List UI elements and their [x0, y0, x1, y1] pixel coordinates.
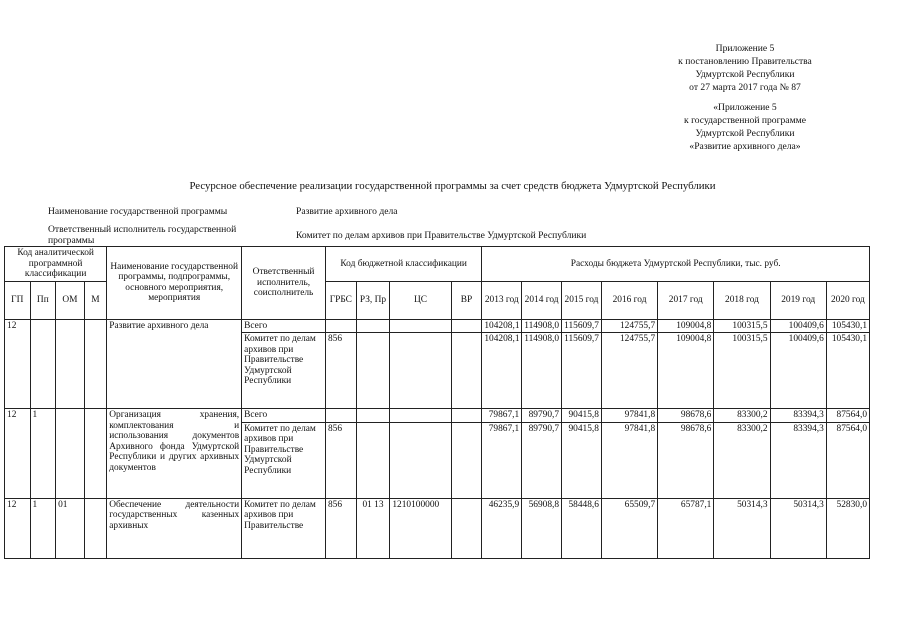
- cell-pp: [30, 319, 56, 409]
- header-year: 2020 год: [826, 281, 869, 319]
- cell-pp: 1: [30, 409, 56, 499]
- cell-value: 89790,7: [522, 422, 562, 498]
- appendix-line: Удмуртской Республики: [695, 69, 795, 80]
- header-executor: Ответственный исполнитель, соисполнитель: [242, 247, 326, 320]
- cell-value: 109004,8: [658, 333, 714, 409]
- cell-value: 65787,1: [658, 498, 714, 558]
- header-year: 2015 год: [562, 281, 602, 319]
- cell-value: 124755,7: [601, 319, 657, 333]
- cell-value: 100315,5: [714, 319, 770, 333]
- cell-executor: Комитет по делам архивов при Правительстве: [242, 498, 326, 558]
- cell-om: 01: [56, 498, 85, 558]
- header-rzpr: РЗ, Пр: [356, 281, 390, 319]
- table-row: [5, 319, 870, 333]
- cell-total-label: Всего: [242, 409, 326, 423]
- header-gp: ГП: [5, 281, 31, 319]
- header-year: 2019 год: [770, 281, 826, 319]
- cell-value: 83394,3: [770, 422, 826, 498]
- cell-value: 124755,7: [601, 333, 657, 409]
- cell-value: 89790,7: [522, 409, 562, 423]
- header-year: 2017 год: [658, 281, 714, 319]
- cell-cs: [390, 333, 451, 409]
- budget-table: [4, 246, 870, 559]
- executor-value: Комитет по делам архивов при Правительстве Удмуртской Республики: [296, 230, 587, 241]
- program-name-label: Наименование государственной программы: [48, 206, 228, 217]
- appendix-decree-header: [640, 42, 850, 94]
- cell-value: 83300,2: [714, 409, 770, 423]
- cell-value: 52830,0: [826, 498, 869, 558]
- cell-value: 65509,7: [601, 498, 657, 558]
- header-name: Наименование государственной программы, подпрограммы, основного мероприятия, мероприятия: [107, 247, 242, 320]
- cell-om: [56, 409, 85, 499]
- cell-value: 50314,3: [770, 498, 826, 558]
- cell-vr: [451, 333, 482, 409]
- cell-value: 98678,6: [658, 422, 714, 498]
- appendix-line: к постановлению Правительства: [678, 56, 812, 67]
- cell-value: 87564,0: [826, 422, 869, 498]
- cell-name: Обеспечение деятельности государственных казенных архивных: [107, 498, 242, 558]
- cell-vr: [451, 422, 482, 498]
- cell-value: 87564,0: [826, 409, 869, 423]
- cell-value: 100315,5: [714, 333, 770, 409]
- cell-value: 114908,0: [522, 333, 562, 409]
- cell-value: 100409,6: [770, 333, 826, 409]
- cell-pp: 1: [30, 498, 56, 558]
- cell-value: 109004,8: [658, 319, 714, 333]
- cell-value: 115609,7: [562, 319, 602, 333]
- header-expenses-group: Расходы бюджета Удмуртской Республики, тыс. руб.: [482, 247, 870, 282]
- cell-value: 90415,8: [562, 422, 602, 498]
- cell-executor: Комитет по делам архивов при Правительстве Удмуртской Республики: [242, 422, 326, 498]
- appendix-line: Удмуртской Республики: [695, 128, 795, 139]
- cell-value: 115609,7: [562, 333, 602, 409]
- header-year: 2018 год: [714, 281, 770, 319]
- appendix-line: от 27 марта 2017 года № 87: [689, 82, 801, 93]
- cell-grbs: 856: [325, 498, 356, 558]
- header-vr: ВР: [451, 281, 482, 319]
- cell-cs: 1210100000: [390, 498, 451, 558]
- cell-grbs: 856: [325, 333, 356, 409]
- cell-rzpr: [356, 422, 390, 498]
- header-cs: ЦС: [390, 281, 451, 319]
- cell-gp: 12: [5, 319, 31, 409]
- cell-value: 83300,2: [714, 422, 770, 498]
- appendix-program-header: [640, 101, 850, 153]
- program-name-value: Развитие архивного дела: [296, 206, 398, 217]
- header-year: 2014 год: [522, 281, 562, 319]
- header-om: ОМ: [56, 281, 85, 319]
- header-year: 2016 год: [601, 281, 657, 319]
- table-header-row: [5, 247, 870, 282]
- cell-grbs: 856: [325, 422, 356, 498]
- cell-name: Развитие архивного дела: [107, 319, 242, 409]
- cell-m: [84, 409, 107, 499]
- cell-value: 79867,1: [482, 422, 522, 498]
- header-code-group: Код аналитической программной классификации: [5, 247, 107, 282]
- header-pp: Пп: [30, 281, 56, 319]
- table-row: [5, 498, 870, 558]
- cell-gp: 12: [5, 498, 31, 558]
- cell-value: 114908,0: [522, 319, 562, 333]
- cell-name: Организация хранения, комплектования и использования документов Архивного фонда Удмуртской Республики и других архивных документов: [107, 409, 242, 499]
- cell-m: [84, 498, 107, 558]
- cell-value: 104208,1: [482, 333, 522, 409]
- header-year: 2013 год: [482, 281, 522, 319]
- cell-value: 50314,3: [714, 498, 770, 558]
- appendix-line: «Развитие архивного дела»: [689, 141, 801, 152]
- cell-value: 105430,1: [826, 319, 869, 333]
- cell-value: 97841,8: [601, 409, 657, 423]
- appendix-line: к государственной программе: [684, 115, 806, 126]
- cell-value: 83394,3: [770, 409, 826, 423]
- header-budget-code-group: Код бюджетной классификации: [325, 247, 481, 282]
- cell-vr: [451, 498, 482, 558]
- cell-value: 58448,6: [562, 498, 602, 558]
- cell-value: 90415,8: [562, 409, 602, 423]
- executor-label: Ответственный исполнитель государственной программы: [48, 224, 237, 246]
- cell-value: 46235,9: [482, 498, 522, 558]
- cell-value: 105430,1: [826, 333, 869, 409]
- appendix-line: Приложение 5: [715, 43, 775, 54]
- cell-value: 79867,1: [482, 409, 522, 423]
- header-m: М: [84, 281, 107, 319]
- cell-value: 97841,8: [601, 422, 657, 498]
- cell-value: 104208,1: [482, 319, 522, 333]
- document-title: Ресурсное обеспечение реализации государственной программы за счет средств бюджета Удмуртской Республики: [189, 180, 716, 192]
- cell-om: [56, 319, 85, 409]
- header-grbs: ГРБС: [325, 281, 356, 319]
- cell-value: 56908,8: [522, 498, 562, 558]
- cell-executor: Комитет по делам архивов при Правительстве Удмуртской Республики: [242, 333, 326, 409]
- cell-gp: 12: [5, 409, 31, 499]
- cell-rzpr: [356, 333, 390, 409]
- cell-total-label: Всего: [242, 319, 326, 333]
- table-row: [5, 409, 870, 423]
- cell-m: [84, 319, 107, 409]
- cell-rzpr: 01 13: [356, 498, 390, 558]
- cell-value: 98678,6: [658, 409, 714, 423]
- cell-cs: [390, 422, 451, 498]
- cell-value: 100409,6: [770, 319, 826, 333]
- appendix-line: «Приложение 5: [713, 102, 777, 113]
